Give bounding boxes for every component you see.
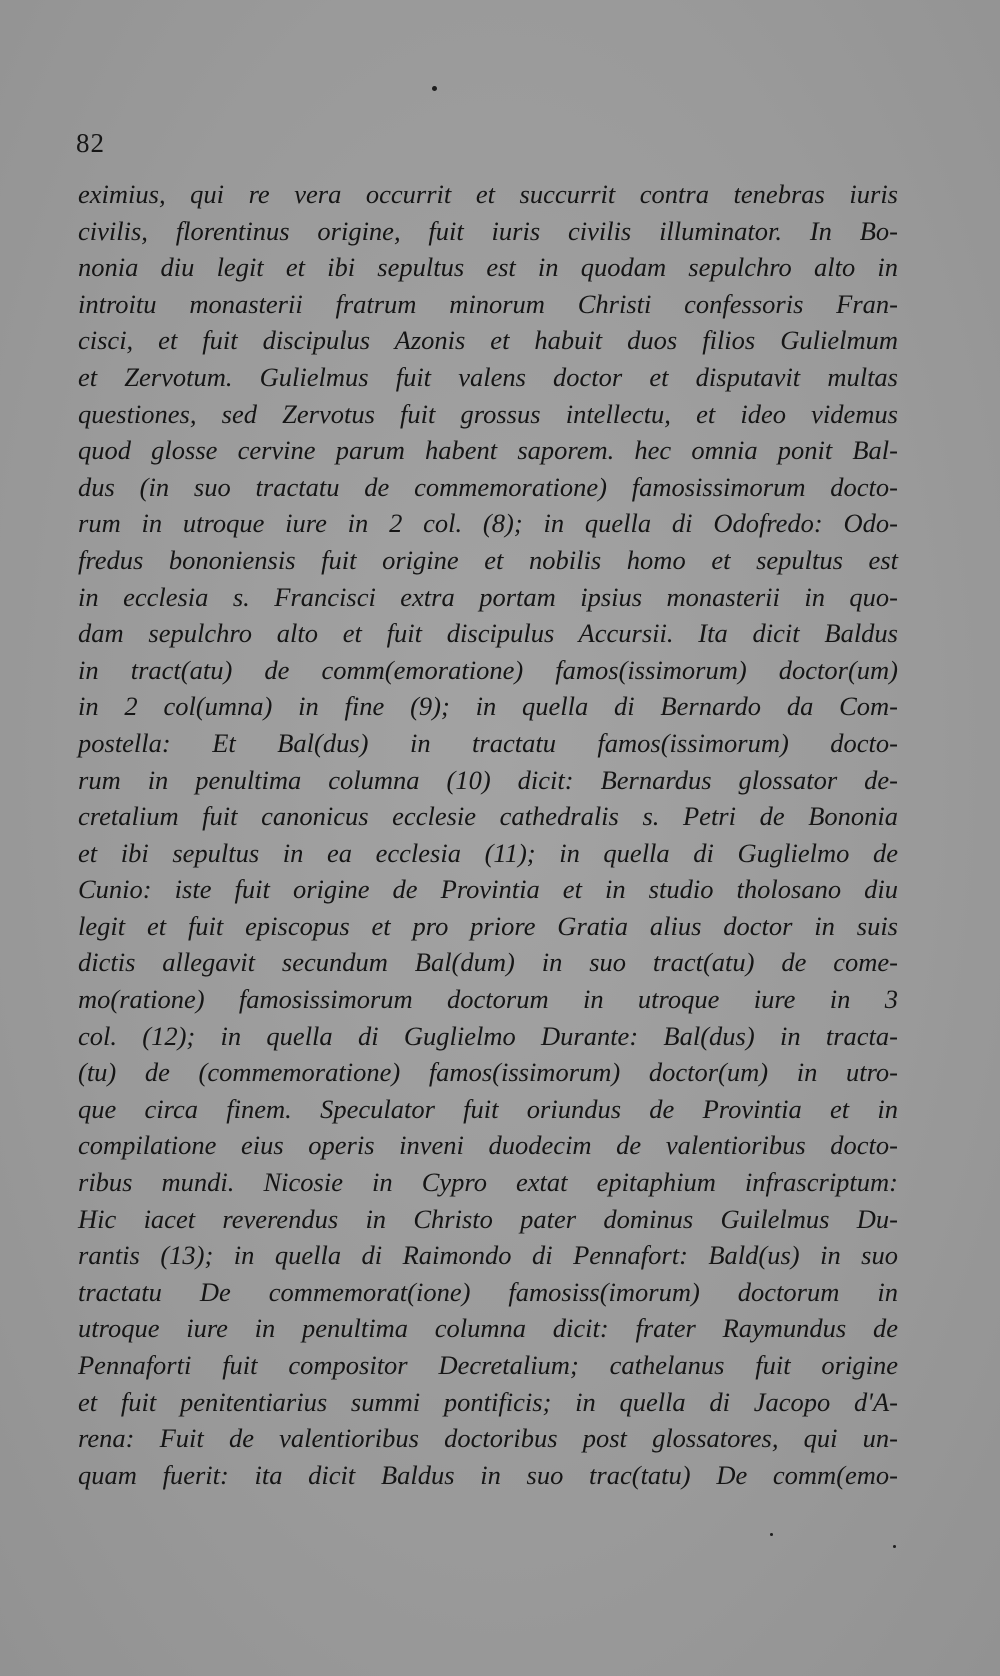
text-line: cisci, et fuit discipulus Azonis et habuit duos filios Gulielmum xyxy=(78,325,898,356)
text-line: dam sepulchro alto et fuit discipulus Accursii. Ita dicit Baldus xyxy=(78,618,898,649)
text-line: in ecclesia s. Francisci extra portam ipsius monasterii in quo- xyxy=(78,581,898,612)
text-line: compilatione eius operis inveni duodecim de valentioribus docto- xyxy=(78,1130,898,1161)
text-line: cretalium fuit canonicus ecclesie cathedralis s. Petri de Bononia xyxy=(78,801,898,832)
text-line: et fuit penitentiarius summi pontificis; in quella di Jacopo d'A- xyxy=(78,1386,898,1417)
text-line: rena: Fuit de valentioribus doctoribus post glossatores, qui un- xyxy=(78,1423,898,1454)
page-number: 82 xyxy=(76,128,105,158)
text-line: Hic iacet reverendus in Christo pater dominus Guilelmus Du- xyxy=(78,1203,898,1234)
text-line: legit et fuit episcopus et pro priore Gratia alius doctor in suis xyxy=(78,910,898,941)
text-line: rantis (13); in quella di Raimondo di Pennafort: Bald(us) in suo xyxy=(78,1240,898,1271)
text-line: (tu) de (commemoratione) famos(issimorum) doctor(um) in utro- xyxy=(78,1057,898,1088)
text-line: et Zervotum. Gulielmus fuit valens doctor et disputavit multas xyxy=(78,361,898,392)
text-line: questiones, sed Zervotus fuit grossus intellectu, et ideo videmus xyxy=(78,398,898,429)
ink-speck xyxy=(893,1545,896,1548)
text-line: et ibi sepultus in ea ecclesia (11); in quella di Guglielmo de xyxy=(78,837,898,868)
text-line: introitu monasterii fratrum minorum Christi confessoris Fran- xyxy=(78,288,898,319)
text-line: rum in utroque iure in 2 col. (8); in quella di Odofredo: Odo- xyxy=(78,508,898,539)
text-line: tractatu De commemorat(ione) famosiss(imorum) doctorum in xyxy=(78,1276,898,1307)
text-line: postella: Et Bal(dus) in tractatu famos(issimorum) docto- xyxy=(78,727,898,758)
text-line: col. (12); in quella di Guglielmo Durante: Bal(dus) in tracta- xyxy=(78,1020,898,1051)
text-line: eximius, qui re vera occurrit et succurrit contra tenebras iuris xyxy=(78,179,898,209)
text-line: fredus bononiensis fuit origine et nobilis homo et sepultus est xyxy=(78,544,898,575)
text-line: Pennaforti fuit compositor Decretalium; cathelanus fuit origine xyxy=(78,1350,898,1380)
text-line: in tract(atu) de comm(emoratione) famos(issimorum) doctor(um) xyxy=(78,654,898,685)
ink-speck xyxy=(432,86,437,91)
text-line: nonia diu legit et ibi sepultus est in quodam sepulchro alto in xyxy=(78,252,898,283)
text-line: civilis, florentinus origine, fuit iuris civilis illuminator. In Bo- xyxy=(78,215,898,246)
text-line: dictis allegavit secundum Bal(dum) in suo tract(atu) de come- xyxy=(78,947,898,978)
ink-speck xyxy=(770,1533,773,1536)
text-line: Cunio: iste fuit origine de Provintia et in studio tholosano diu xyxy=(78,874,898,905)
text-line: dus (in suo tractatu de commemoratione) famosissimorum docto- xyxy=(78,471,898,502)
text-line: quod glosse cervine parum habent saporem. hec omnia ponit Bal- xyxy=(78,435,898,466)
text-line: utroque iure in penultima columna dicit: frater Raymundus de xyxy=(78,1313,898,1344)
body-text xyxy=(78,176,898,1493)
text-line: ribus mundi. Nicosie in Cypro extat epitaphium infrascriptum: xyxy=(78,1167,898,1198)
text-line: quam fuerit: ita dicit Baldus in suo trac(tatu) De comm(emo- xyxy=(78,1459,898,1490)
text-line: que circa finem. Speculator fuit oriundus de Provintia et in xyxy=(78,1093,898,1124)
text-line: rum in penultima columna (10) dicit: Bernardus glossator de- xyxy=(78,764,898,795)
text-line: in 2 col(umna) in fine (9); in quella di Bernardo da Com- xyxy=(78,691,898,722)
text-line: mo(ratione) famosissimorum doctorum in utroque iure in 3 xyxy=(78,984,898,1015)
